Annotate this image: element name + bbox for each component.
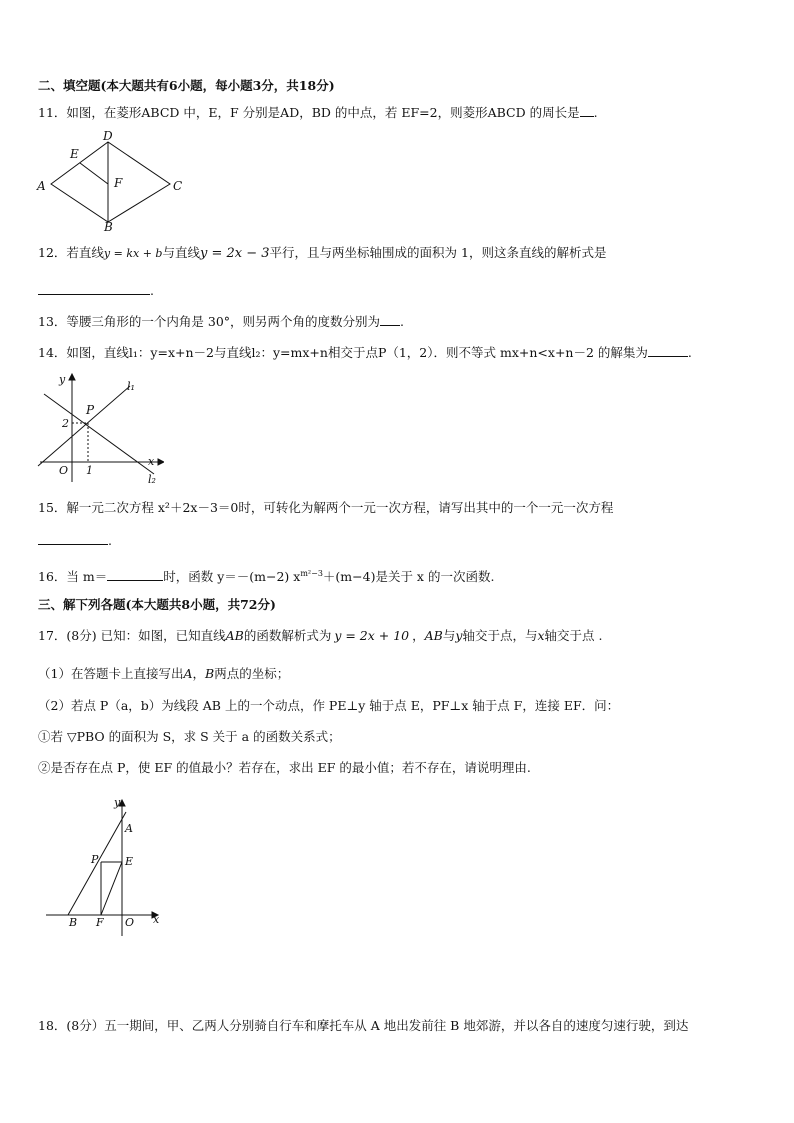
label-one: 1: [86, 464, 93, 477]
q11-end: .: [593, 105, 598, 120]
label-b: B: [69, 916, 78, 929]
q11-rhombus-figure: [34, 128, 184, 232]
label-two: 2: [62, 417, 69, 430]
q12-mid: 与直线: [162, 245, 200, 260]
q16-mid: 时，函数 y＝－(m−2) x: [163, 569, 301, 585]
q14-end: .: [687, 345, 692, 360]
q17-p1-post: 两点的坐标；: [214, 666, 290, 681]
label-y: y: [114, 796, 121, 809]
y-axis-arrow: [69, 374, 75, 380]
question-16: [38, 566, 494, 585]
label-y: y: [59, 373, 66, 386]
question-11: [38, 104, 598, 121]
label-l1: l₁: [127, 380, 135, 393]
q12-eq1: y = kx + b: [103, 247, 163, 260]
q12-post: 平行，且与两坐标轴围成的面积为 1，则这条直线的解析式是: [269, 245, 607, 260]
label-x: x: [148, 455, 155, 468]
label-x: x: [153, 913, 160, 926]
label-a: A: [125, 822, 133, 835]
q17-comma: ，: [412, 628, 425, 643]
label-l2: l₂: [148, 473, 156, 486]
q17-and: 与: [442, 628, 456, 643]
q17-intro-mid: 的函数解析式为: [243, 628, 332, 643]
q13-blank: [380, 313, 400, 326]
q17-intro-pre: 17．(8分) 已知：如图，已知直线: [38, 628, 226, 643]
label-e: E: [70, 147, 79, 161]
q13-text: 13．等腰三角形的一个内角是 30°，则另两个角的度数分别为: [38, 314, 381, 329]
question-14: [38, 344, 692, 361]
label-d: D: [103, 129, 113, 143]
line-l1: [38, 386, 130, 466]
q17-p1-mid: ，: [192, 666, 206, 681]
q17-part2b: ②是否存在点 P，使 EF 的值最小？若存在，求出 EF 的最小值；若不存在，请说明理由.: [38, 760, 531, 775]
label-f: F: [96, 916, 104, 929]
q12-end: .: [150, 283, 154, 298]
section3-title: 三、解下列各题(本大题共8小题，共72分): [38, 597, 276, 612]
label-c: C: [173, 179, 183, 193]
question-17-intro: [38, 628, 602, 644]
section2-title: 二、填空题(本大题共有6小题，每小题3分，共18分): [38, 78, 335, 93]
q17-part2: （2）若点 P（a，b）为线段 AB 上的一个动点，作 PE⊥y 轴于点 E，PF⊥x 轴于点 F，连接 EF．问：: [38, 698, 620, 713]
q17-p1-pre: （1）在答题卡上直接写出: [38, 666, 184, 681]
label-a: A: [37, 179, 46, 193]
label-p: P: [91, 853, 99, 866]
q14-text: 14．如图，直线l₁：y=x+n－2与直线l₂：y=mx+n相交于点P（1，2）．则不等式 mx+n<x+n－2 的解集为: [38, 345, 648, 360]
q17-part1: [38, 666, 289, 682]
question-18: 18．(8分）五一期间，甲、乙两人分别骑自行车和摩托车从 A 地出发前往 B 地郊游，并以各自的速度匀速行驶，到达: [38, 1018, 689, 1033]
label-f: F: [114, 176, 123, 190]
q11-text: 11．如图，在菱形ABCD 中，E，F 分别是AD，BD 的中点，若 EF=2，则菱形ABCD 的周长是: [38, 105, 580, 120]
q17-intro-post3: 轴交于点，与: [462, 628, 538, 643]
segment-ef: [101, 862, 122, 915]
x-axis-arrow: [158, 459, 164, 465]
label-b: B: [104, 220, 113, 232]
q14-blank: [648, 344, 688, 357]
q16-blank: [107, 568, 163, 581]
q17-part2a: ①若 ▽PBO 的面积为 S，求 S 关于 a 的函数关系式；: [38, 729, 341, 744]
q13-end: .: [400, 314, 405, 329]
q15-blank: [38, 532, 108, 545]
label-e: E: [125, 855, 134, 868]
q12-pre: 12．若直线: [38, 245, 104, 260]
label-o: O: [59, 464, 69, 477]
q17-ab-2: AB: [424, 628, 443, 643]
q16-pre: 16．当 m＝: [38, 569, 108, 585]
label-p: P: [86, 403, 95, 417]
q17-equation: y = 2x + 10: [334, 628, 410, 643]
q12-blank: [38, 282, 150, 295]
label-o: O: [125, 916, 135, 929]
q17-x: x: [537, 628, 545, 643]
q12-answer-line: [38, 282, 154, 299]
q14-lines-figure: [34, 368, 164, 486]
q17-p1-b: B: [205, 666, 215, 681]
question-15: 15．解一元二次方程 x²＋2x－3＝0时，可转化为解两个一元一次方程，请写出其中的一个一元一次方程: [38, 500, 614, 515]
q17-p1-a: A: [183, 666, 193, 681]
q15-answer-line: [38, 532, 112, 549]
q11-blank: [580, 104, 594, 117]
q17-y: y: [455, 628, 463, 643]
q16-exponent: m²−3: [300, 569, 323, 578]
q17-line-figure: [44, 796, 174, 944]
question-13: [38, 313, 404, 330]
q15-end: .: [108, 533, 112, 548]
segment-ef: [80, 163, 108, 184]
q12-eq2: y = 2x − 3: [199, 246, 270, 261]
q17-ab: AB: [225, 628, 244, 643]
q16-post: ＋(m−4)是关于 x 的一次函数.: [322, 569, 495, 585]
q17-intro-post4: 轴交于点 .: [544, 628, 603, 643]
rhombus-abcd: [51, 142, 170, 222]
question-12: [38, 245, 606, 262]
